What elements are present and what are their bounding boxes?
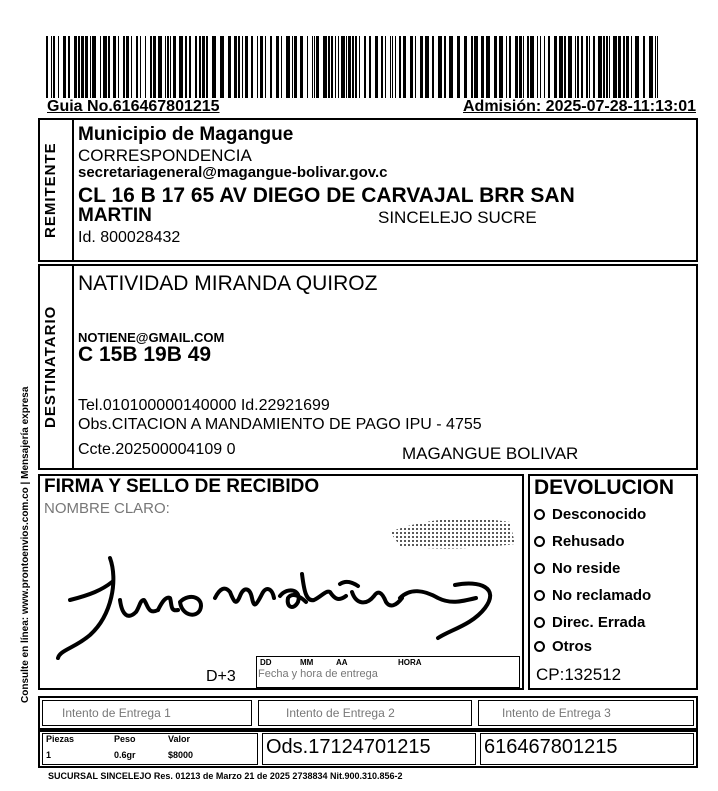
barcode-bar [506, 36, 507, 98]
barcode-bar [68, 36, 70, 98]
barcode-bar [586, 36, 588, 98]
barcode-bar [606, 36, 608, 98]
sender-department: CORRESPONDENCIA [78, 146, 252, 165]
return-option-otros[interactable] [534, 636, 651, 656]
barcode-bar [51, 36, 52, 98]
sender-id: Id. 800028432 [78, 229, 181, 246]
barcode-bar [242, 36, 243, 98]
package-header-pieces: Piezas [46, 734, 75, 744]
barcode-bar [173, 36, 176, 98]
return-option-direc-errada[interactable] [534, 609, 651, 636]
barcode-bar [415, 36, 416, 98]
barcode-bar [348, 36, 351, 98]
barcode-bar [202, 36, 205, 98]
tracking-number: 616467801215 [484, 736, 618, 758]
barcode-bar [53, 36, 55, 98]
barcode-bar [108, 36, 110, 98]
barcode-bar [238, 36, 240, 98]
barcode-bar [220, 36, 224, 98]
barcode-bar [399, 36, 401, 98]
recipient-address: C 15B 19B 49 [78, 343, 212, 366]
barcode-bar [403, 36, 406, 98]
return-option-label: Desconocido [552, 506, 647, 523]
name-label: NOMBRE CLARO: [44, 500, 170, 517]
return-option-label: No reside [552, 560, 621, 577]
barcode-bar [92, 36, 96, 98]
barcode-bar [323, 36, 327, 98]
barcode-bar [118, 36, 119, 98]
barcode-bar [444, 36, 446, 98]
barcode-bar [395, 36, 396, 98]
package-value-pieces: 1 [46, 750, 52, 760]
guide-number: Guia No.616467801215 [47, 98, 220, 115]
barcode-bar [46, 36, 48, 98]
barcode-bar [369, 36, 371, 98]
package-value-weight: 0.6gr [114, 750, 136, 760]
barcode-bar [338, 36, 339, 98]
barcode-bar [131, 36, 132, 98]
barcode-bar [113, 36, 116, 98]
barcode-bar [276, 36, 279, 98]
barcode-bar [564, 36, 566, 98]
postal-code: CP:132512 [536, 665, 622, 684]
date-header-aa: AA [336, 658, 348, 667]
barcode-bar [499, 36, 503, 98]
barcode [46, 36, 661, 98]
barcode-bar [123, 36, 125, 98]
handwritten-signature [40, 540, 510, 665]
barcode-bar [153, 36, 156, 98]
barcode-bar [126, 36, 129, 98]
barcode-bar [464, 36, 467, 98]
barcode-bar [74, 36, 77, 98]
barcode-bar [515, 36, 518, 98]
barcode-bar [81, 36, 84, 98]
barcode-bar [103, 36, 107, 98]
admission-date: Admisión: 2025-07-28-11:13:01 [463, 98, 696, 115]
barcode-bar [78, 36, 80, 98]
barcode-bar [100, 36, 101, 98]
barcode-bar [136, 36, 138, 98]
radio-circle-icon [534, 641, 545, 652]
barcode-bar [228, 36, 231, 98]
barcode-bar [432, 36, 434, 98]
package-header-weight: Peso [114, 734, 136, 744]
attempt-1-label: Intento de Entrega 1 [62, 706, 171, 720]
barcode-bar [63, 36, 66, 98]
barcode-bar [530, 36, 534, 98]
barcode-bar [375, 36, 378, 98]
barcode-bar [657, 36, 658, 98]
barcode-bar [540, 36, 541, 98]
footer-text: SUCURSAL SINCELEJO Res. 01213 de Marzo 21 de 2025 2738834 Nit.900.310.856-2 [48, 771, 403, 781]
barcode-bar [544, 36, 545, 98]
returns-title: DEVOLUCION [534, 476, 675, 499]
barcode-bar [548, 36, 550, 98]
radio-circle-icon [534, 563, 545, 574]
barcode-bar [140, 36, 141, 98]
barcode-bar [623, 36, 625, 98]
date-caption: Fecha y hora de entrega [258, 668, 378, 680]
barcode-bar [292, 36, 293, 98]
barcode-bar [457, 36, 460, 98]
ods-number: Ods.17124701215 [266, 736, 431, 758]
barcode-bar [85, 36, 88, 98]
sender-label: REMITENTE [42, 142, 59, 238]
barcode-bar [471, 36, 473, 98]
radio-circle-icon [534, 536, 545, 547]
barcode-bar [170, 36, 171, 98]
signature-title: FIRMA Y SELLO DE RECIBIDO [44, 476, 320, 497]
barcode-bar [449, 36, 453, 98]
barcode-bar [179, 36, 183, 98]
barcode-bar [359, 36, 360, 98]
package-cell [42, 733, 258, 765]
barcode-bar [554, 36, 557, 98]
return-option-desconocido[interactable] [534, 501, 651, 528]
barcode-bar [568, 36, 572, 98]
sender-name: Municipio de Magangue [78, 124, 294, 145]
barcode-bar [392, 36, 393, 98]
barcode-bar [527, 36, 529, 98]
package-header-value: Valor [168, 734, 191, 744]
barcode-bar [364, 36, 366, 98]
barcode-bar [251, 36, 253, 98]
barcode-bar [381, 36, 383, 98]
barcode-bar [618, 36, 621, 98]
barcode-bar [185, 36, 187, 98]
barcode-bar [425, 36, 429, 98]
barcode-bar [643, 36, 645, 98]
barcode-bar [559, 36, 563, 98]
barcode-bar [649, 36, 653, 98]
barcode-bar [410, 36, 413, 98]
barcode-bar [234, 36, 237, 98]
barcode-bar [260, 36, 263, 98]
barcode-bar [58, 36, 59, 98]
return-option-label: Rehusado [552, 533, 625, 550]
attempt-3-label: Intento de Entrega 3 [502, 706, 611, 720]
barcode-bar [537, 36, 538, 98]
attempt-2-label: Intento de Entrega 2 [286, 706, 395, 720]
return-option-no-reclamado[interactable] [534, 582, 651, 609]
barcode-bar [300, 36, 303, 98]
barcode-bar [593, 36, 595, 98]
barcode-bar [486, 36, 490, 98]
barcode-bar [328, 36, 330, 98]
recipient-name: NATIVIDAD MIRANDA QUIROZ [78, 272, 378, 295]
recipient-city: MAGANGUE BOLIVAR [402, 444, 579, 463]
barcode-bar [355, 36, 357, 98]
date-header-hora: HORA [398, 658, 422, 667]
package-value-value: $8000 [168, 750, 194, 760]
barcode-bar [631, 36, 632, 98]
recipient-label: DESTINATARIO [42, 305, 59, 429]
sender-email: secretariageneral@magangue-bolivar.gov.c [78, 164, 388, 181]
return-option-no-reside[interactable] [534, 555, 651, 582]
radio-circle-icon [534, 590, 545, 601]
barcode-bar [523, 36, 524, 98]
barcode-bar [281, 36, 282, 98]
barcode-bar [581, 36, 583, 98]
barcode-bar [167, 36, 169, 98]
barcode-bar [494, 36, 497, 98]
radio-circle-icon [534, 509, 545, 520]
barcode-bar [519, 36, 522, 98]
barcode-bar [199, 36, 201, 98]
barcode-bar [575, 36, 576, 98]
barcode-bar [90, 36, 91, 98]
barcode-bar [314, 36, 315, 98]
barcode-bar [598, 36, 602, 98]
date-header-mm: MM [300, 658, 314, 667]
barcode-bar [609, 36, 610, 98]
recipient-divider [72, 264, 74, 470]
barcode-bar [212, 36, 216, 98]
recipient-tel-id: Tel.010100000140000 Id.22921699 [78, 397, 330, 414]
sender-city: SINCELEJO SUCRE [378, 208, 537, 227]
recipient-ccte: Ccte.202500004109 0 [78, 441, 236, 458]
barcode-bar [341, 36, 345, 98]
barcode-bar [613, 36, 617, 98]
sender-address-line2: MARTIN [78, 205, 152, 226]
barcode-bar [206, 36, 208, 98]
barcode-bar [307, 36, 308, 98]
return-option-label: Otros [552, 637, 593, 655]
barcode-bar [286, 36, 290, 98]
sender-address-line1: CL 16 B 17 65 AV DIEGO DE CARVAJAL BRR SAN [78, 184, 575, 207]
return-option-label: Direc. Errada [552, 614, 646, 631]
barcode-bar [335, 36, 336, 98]
date-header-dd: DD [260, 658, 272, 667]
barcode-bar [165, 36, 166, 98]
barcode-bar [316, 36, 319, 98]
barcode-bar [189, 36, 191, 98]
barcode-bar [150, 36, 152, 98]
barcode-bar [270, 36, 272, 98]
radio-circle-icon [534, 617, 545, 628]
barcode-bar [158, 36, 162, 98]
barcode-bar [385, 36, 386, 98]
return-option-rehusado[interactable] [534, 528, 651, 555]
barcode-bar [420, 36, 423, 98]
barcode-bar [390, 36, 391, 98]
barcode-bar [294, 36, 297, 98]
recipient-obs: Obs.CITACION A MANDAMIENTO DE PAGO IPU - 4755 [78, 416, 482, 433]
barcode-bar [635, 36, 639, 98]
barcode-bar [438, 36, 442, 98]
barcode-bar [509, 36, 511, 98]
recipient-email: NOTIENE@GMAIL.COM [78, 330, 225, 345]
barcode-bar [577, 36, 579, 98]
barcode-bar [265, 36, 266, 98]
barcode-bar [331, 36, 333, 98]
barcode-bar [352, 36, 354, 98]
barcode-bar [257, 36, 258, 98]
barcode-bar [474, 36, 478, 98]
sender-divider [72, 118, 74, 262]
side-website-text: Consulte en línea: www.prontoenvios.com.co | Mensajería expresa [20, 386, 31, 704]
delivery-days: D+3 [206, 668, 236, 685]
barcode-bar [589, 36, 590, 98]
barcode-bar [481, 36, 484, 98]
barcode-bar [626, 36, 629, 98]
barcode-bar [312, 36, 313, 98]
barcode-bar [195, 36, 197, 98]
returns-options [534, 501, 651, 656]
barcode-bar [245, 36, 248, 98]
return-option-label: No reclamado [552, 587, 652, 604]
barcode-bar [145, 36, 146, 98]
barcode-bar [346, 36, 347, 98]
barcode-bar [603, 36, 605, 98]
barcode-bar [655, 36, 656, 98]
